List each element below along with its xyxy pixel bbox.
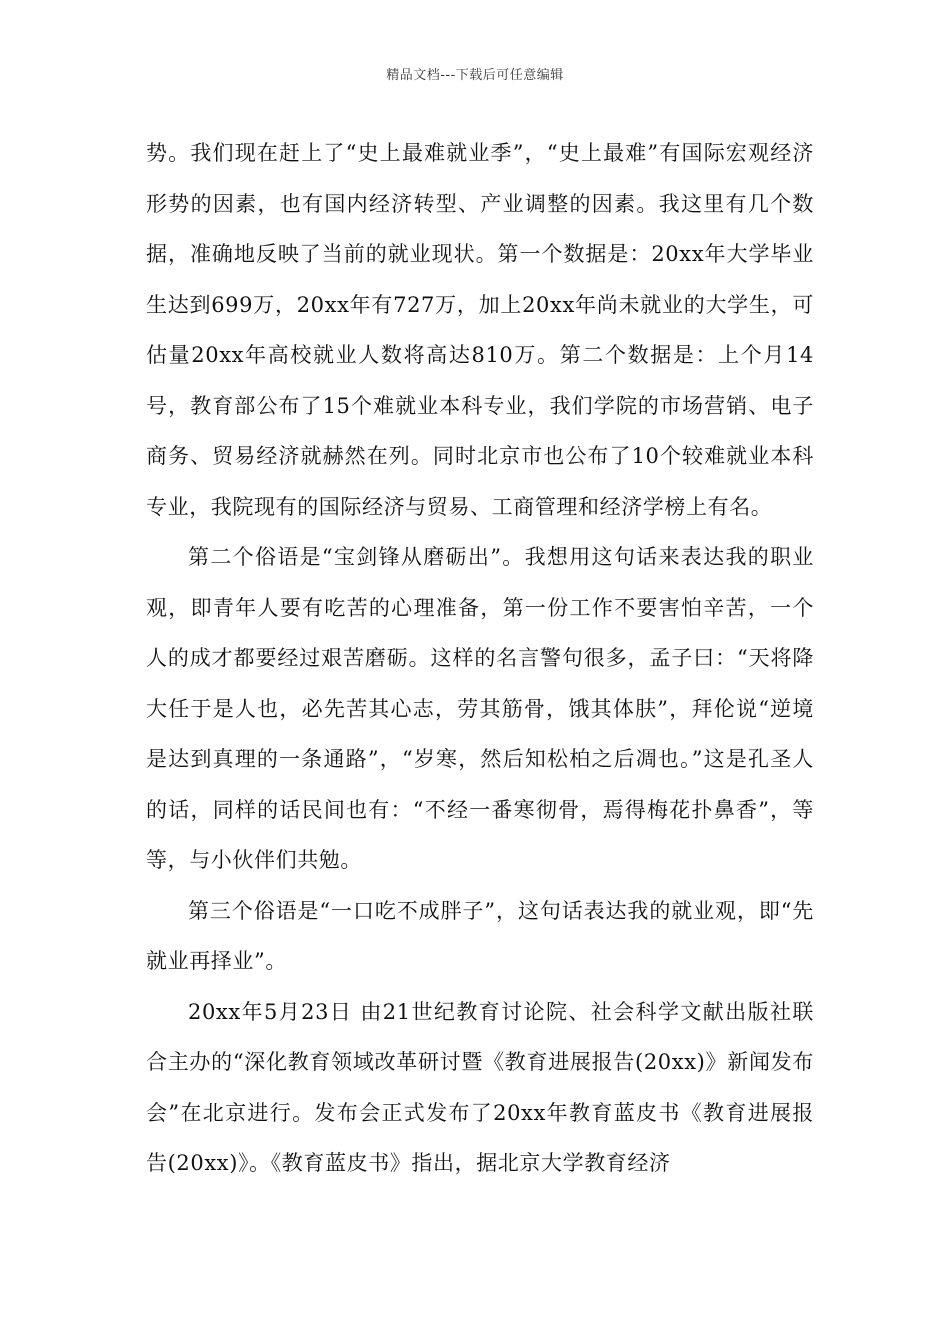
- page-header: 精品文档---下载后可任意编辑: [386, 68, 564, 83]
- paragraph-third-proverb: 第三个俗语是“一口吃不成胖子”，这句话表达我的就业观，即“先就业再择业”。: [146, 898, 814, 973]
- paragraph-education-report: 20xx年5月23日 由21世纪教育讨论院、社会科学文献出版社联合主办的“深化教育领域改革研讨暨《教育进展报告(20xx)》新闻发布会”在北京进行。发布会正式发布了20xx年教育蓝皮书《教育进展报告(20xx)》。《教育蓝皮书》指出，据北京大学教育经济: [146, 999, 814, 1175]
- paragraph-second-proverb: 第二个俗语是“宝剑锋从磨砺出”。我想用这句话来表达我的职业观，即青年人要有吃苦的心理准备，第一份工作不要害怕辛苦，一个人的成才都要经过艰苦磨砺。这样的名言警句很多，孟子曰：“天将降大任于是人也，必先苦其心志，劳其筋骨，饿其体肤”，拜伦说“逆境是达到真理的一条通路”，“岁寒，然后知松柏之后凋也。”这是孔圣人的话，同样的话民间也有：“不经一番寒彻骨，焉得梅花扑鼻香”，等等，与小伙伴们共勉。: [146, 545, 814, 872]
- paragraph-employment-data: 势。我们现在赶上了“史上最难就业季”，“史上最难”有国际宏观经济形势的因素，也有国内经济转型、产业调整的因素。我这里有几个数据，准确地反映了当前的就业现状。第一个数据是：20xx年大学毕业生达到699万，20xx年有727万，加上20xx年尚未就业的大学生，可估量20xx年高校就业人数将高达810万。第二个数据是：上个月14号，教育部公布了15个难就业本科专业，我们学院的市场营销、电子商务、贸易经济就赫然在列。同时北京市也公布了10个较难就业本科专业，我院现有的国际经济与贸易、工商管理和经济学榜上有名。: [146, 141, 814, 519]
- document-body: [146, 128, 814, 1189]
